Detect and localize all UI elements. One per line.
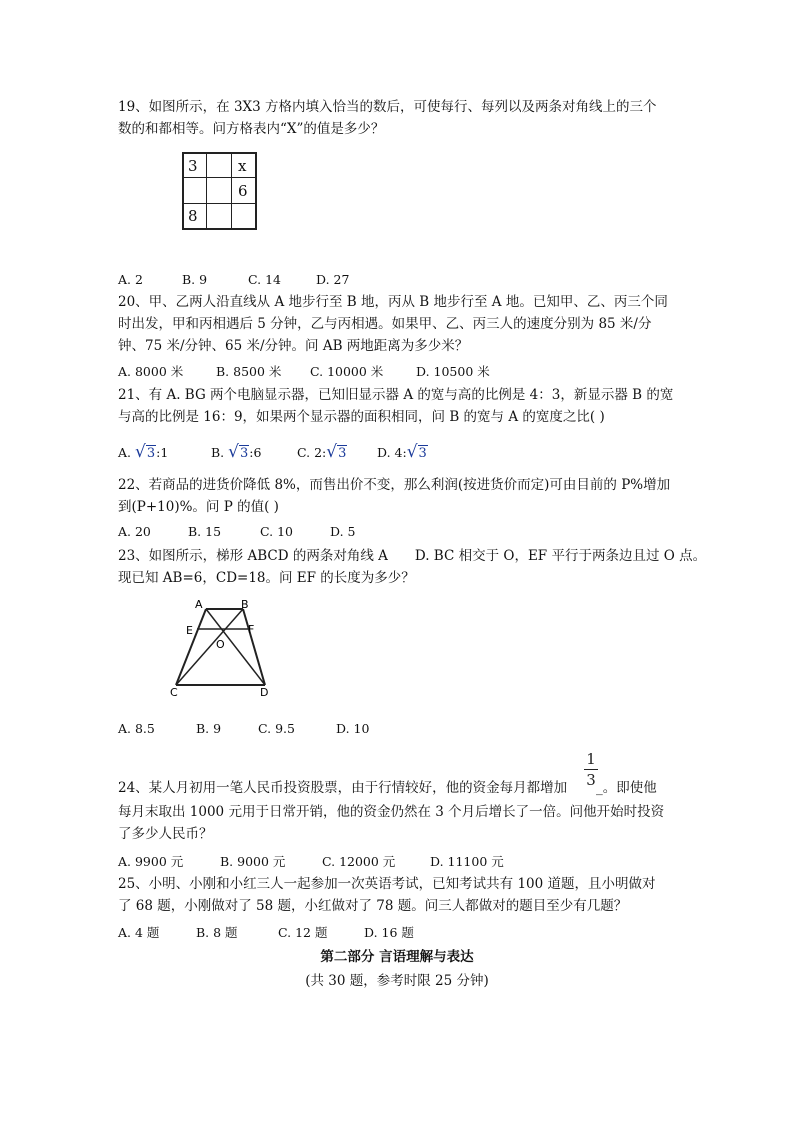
sqrt-3-b: √3 <box>228 442 249 462</box>
grid-cell-r3c3 <box>234 207 258 232</box>
q23-text-line1: 23、如图所示，梯形 ABCD 的两条对角线 A D. BC 相交于 O，EF 平行于两条边且过 O 点。 <box>118 548 707 564</box>
q22-text-line2: 到(P+10)%。问 P 的值( ) <box>118 499 279 515</box>
label-d: D <box>260 686 269 698</box>
edge-bd <box>243 609 265 685</box>
sqrt-3-d: √3 <box>406 442 427 462</box>
q25-options <box>118 923 414 941</box>
q20-text-line1: 20、甲、乙两人沿直线从 A 地步行至 B 地，丙从 B 地步行至 A 地。已知甲、乙、丙三个同 <box>118 294 668 310</box>
q24-text-line1: 24、某人月初用一笔人民币投资股票，由于行情较好，他的资金每月都增加 <box>118 780 568 796</box>
grid-cell-r3c1: 8 <box>188 207 198 225</box>
q24-options <box>118 852 504 870</box>
q21-option-c: C. 2:√3 <box>297 442 347 462</box>
q20-text-line2: 时出发，甲和丙相遇后 5 分钟，乙与丙相遇。如果甲、乙、丙三人的速度分别为 85 米/分 <box>118 316 652 332</box>
label-c: C <box>170 686 178 698</box>
grid-cell-r3c2 <box>207 207 231 232</box>
q19-option-a: A. 2 <box>118 272 143 287</box>
q24-option-c: C. 12000 元 <box>322 854 396 869</box>
q23-option-c: C. 9.5 <box>258 721 295 736</box>
q19-option-b: B. 9 <box>182 272 208 287</box>
q22-option-b: B. 15 <box>188 524 222 539</box>
grid-cell-r1c3: x <box>238 157 247 175</box>
section-subtitle: (共 30 题，参考时限 25 分钟) <box>305 973 489 989</box>
q22-option-d: D. 5 <box>330 524 356 539</box>
grid-cell-r2c1 <box>184 182 208 207</box>
trapezoid-figure <box>160 596 280 698</box>
q20-option-b: B. 8500 米 <box>216 364 282 379</box>
q19-options <box>118 272 349 287</box>
q19-option-c: C. 14 <box>248 272 281 287</box>
label-a: A <box>195 598 203 611</box>
q20-text-line3: 钟、75 米/分钟、65 米/分钟。问 AB 两地距离为多少米？ <box>118 338 469 354</box>
q20-options <box>118 362 490 380</box>
q22-text-line1: 22、若商品的进货价降低 8%，而售出价不变，那么利润(按进货价而定)可由目前的 P%增加 <box>118 477 671 493</box>
diagonal-ad <box>206 609 265 685</box>
q22-option-a: A. 20 <box>118 524 151 539</box>
q23-options <box>118 721 369 736</box>
q24-option-d: D. 11100 元 <box>430 854 504 869</box>
q22-option-c: C. 10 <box>260 524 293 539</box>
label-o: O <box>216 638 225 651</box>
q19-option-d: D. 27 <box>316 272 350 287</box>
q25-option-a: A. 4 题 <box>118 925 160 940</box>
sqrt-3-c: √3 <box>326 442 347 462</box>
q24-text-line3: 了多少人民币？ <box>118 826 213 842</box>
q24-option-b: B. 9000 元 <box>220 854 286 869</box>
q21-text-line1: 21、有 A. BG 两个电脑显示器，已知旧显示器 A 的宽与高的比例是 4：3，新显示器 B 的宽 <box>118 387 674 403</box>
magic-square-grid <box>182 152 257 230</box>
sqrt-3-a: √3 <box>135 442 156 462</box>
q24-option-a: A. 9900 元 <box>118 854 184 869</box>
q24-text-line2: 每月末取出 1000 元用于日常开销，他的资金仍然在 3 个月后增长了一倍。问他开始时投资 <box>118 804 665 820</box>
grid-cell-r2c3: 6 <box>238 182 248 200</box>
q21-option-d: D. 4:√3 <box>377 442 427 462</box>
q25-option-b: B. 8 题 <box>196 925 238 940</box>
q25-option-d: D. 16 题 <box>364 925 414 940</box>
q20-option-c: C. 10000 米 <box>310 364 384 379</box>
q23-text-line2: 现已知 AB=6，CD=18。问 EF 的长度为多少？ <box>118 570 415 586</box>
q23-option-d: D. 10 <box>336 721 370 736</box>
q20-option-a: A. 8000 米 <box>118 364 184 379</box>
q19-text-line1: 19、如图所示，在 3X3 方格内填入恰当的数后，可使每行、每列以及两条对角线上的三个 <box>118 99 657 115</box>
fraction-one-third: 1 3 <box>584 750 598 789</box>
label-b: B <box>241 598 249 611</box>
q25-text-line1: 25、小明、小刚和小红三人一起参加一次英语考试，已知考试共有 100 道题，且小明做对 <box>118 876 656 892</box>
q21-text-line2: 与高的比例是 16：9，如果两个显示器的面积相同，问 B 的宽与 A 的宽度之比( ) <box>118 409 605 425</box>
q23-option-a: A. 8.5 <box>118 721 155 736</box>
section-title: 第二部分 言语理解与表达 <box>320 949 474 965</box>
label-f: F <box>248 623 255 636</box>
q25-option-c: C. 12 题 <box>278 925 328 940</box>
q24-text-line1-tail: _。即使他 <box>596 780 657 796</box>
grid-cell-r1c2 <box>207 157 231 182</box>
q20-option-d: D. 10500 米 <box>416 364 490 379</box>
q22-options <box>118 524 355 539</box>
grid-cell-r2c2 <box>207 182 231 207</box>
q25-text-line2: 了 68 题，小刚做对了 58 题，小红做对了 78 题。问三人都做对的题目至少有几题？ <box>118 898 628 914</box>
grid-cell-r1c1: 3 <box>188 157 198 175</box>
q21-options <box>118 442 428 462</box>
label-e: E <box>186 624 193 637</box>
edge-ac <box>176 609 206 685</box>
q21-option-a: A. √3:1 <box>118 442 169 462</box>
diagonal-bc <box>176 609 243 685</box>
q21-option-b: B. √3:6 <box>211 442 262 462</box>
q19-text-line2: 数的和都相等。问方格表内“X”的值是多少？ <box>118 121 385 137</box>
q23-option-b: B. 9 <box>196 721 222 736</box>
